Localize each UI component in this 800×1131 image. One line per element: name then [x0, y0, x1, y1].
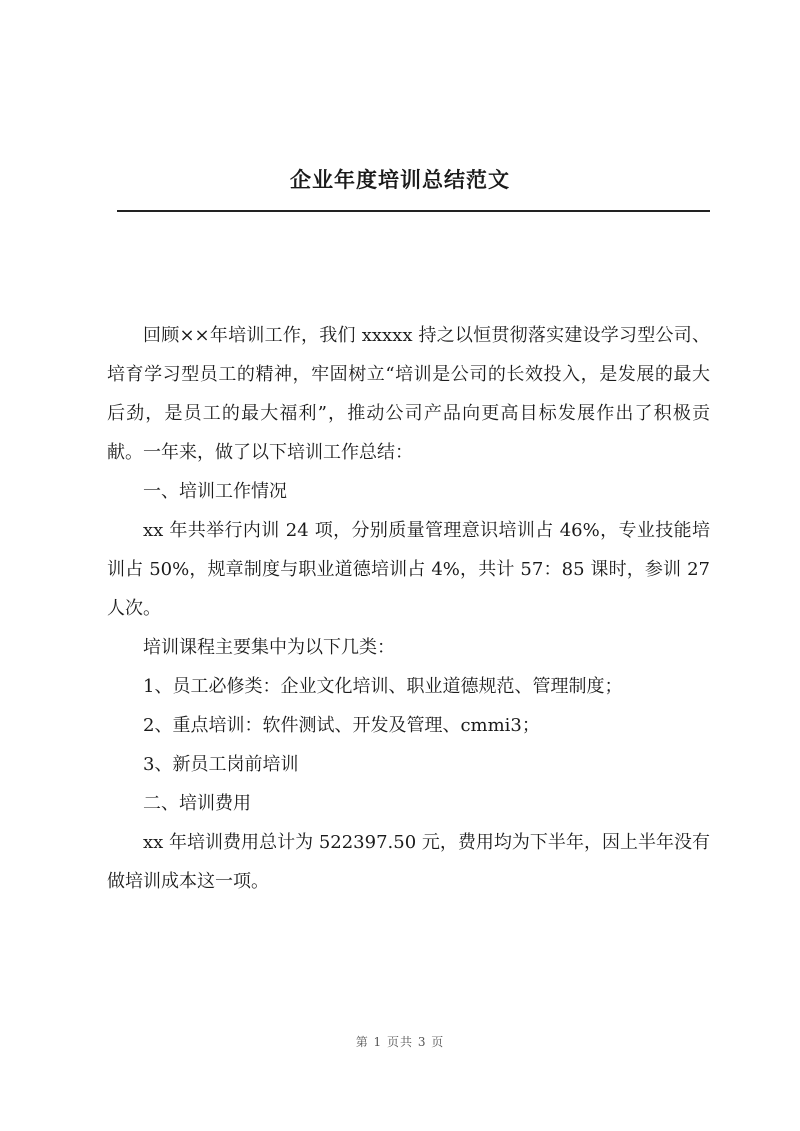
- section-heading-training-cost: 二、培训费用: [143, 793, 251, 814]
- document-body: [107, 316, 710, 901]
- page-number-footer: 第 1 页共 3 页: [355, 1035, 445, 1049]
- course-category-item: 3、新员工岗前培训: [143, 754, 299, 775]
- course-categories-intro: 培训课程主要集中为以下几类：: [143, 637, 395, 658]
- document-title: 企业年度培训总结范文: [290, 167, 510, 192]
- title-divider: [117, 210, 710, 212]
- section-heading-training-status: 一、培训工作情况: [143, 481, 287, 502]
- course-category-item: 1、员工必修类：企业文化培训、职业道德规范、管理制度；: [143, 676, 623, 697]
- training-cost-paragraph: xx 年培训费用总计为 522397.50 元，费用均为下半年，因上半年没有做培训成本这一项。: [107, 832, 710, 892]
- intro-paragraph: 回顾××年培训工作，我们 xxxxx 持之以恒贯彻落实建设学习型公司、培育学习型员工的精神，牢固树立“培训是公司的长效投入，是发展的最大后劲，是员工的最大福利”，推动公司产品向更高目标发展作出了积极贡献。一年来，做了以下培训工作总结：: [107, 325, 710, 463]
- training-stats-paragraph: xx 年共举行内训 24 项，分别质量管理意识培训占 46%，专业技能培训占 50%，规章制度与职业道德培训占 4%，共计 57：85 课时，参训 27 人次。: [107, 520, 710, 619]
- course-category-item: 2、重点培训：软件测试、开发及管理、cmmi3；: [143, 715, 540, 736]
